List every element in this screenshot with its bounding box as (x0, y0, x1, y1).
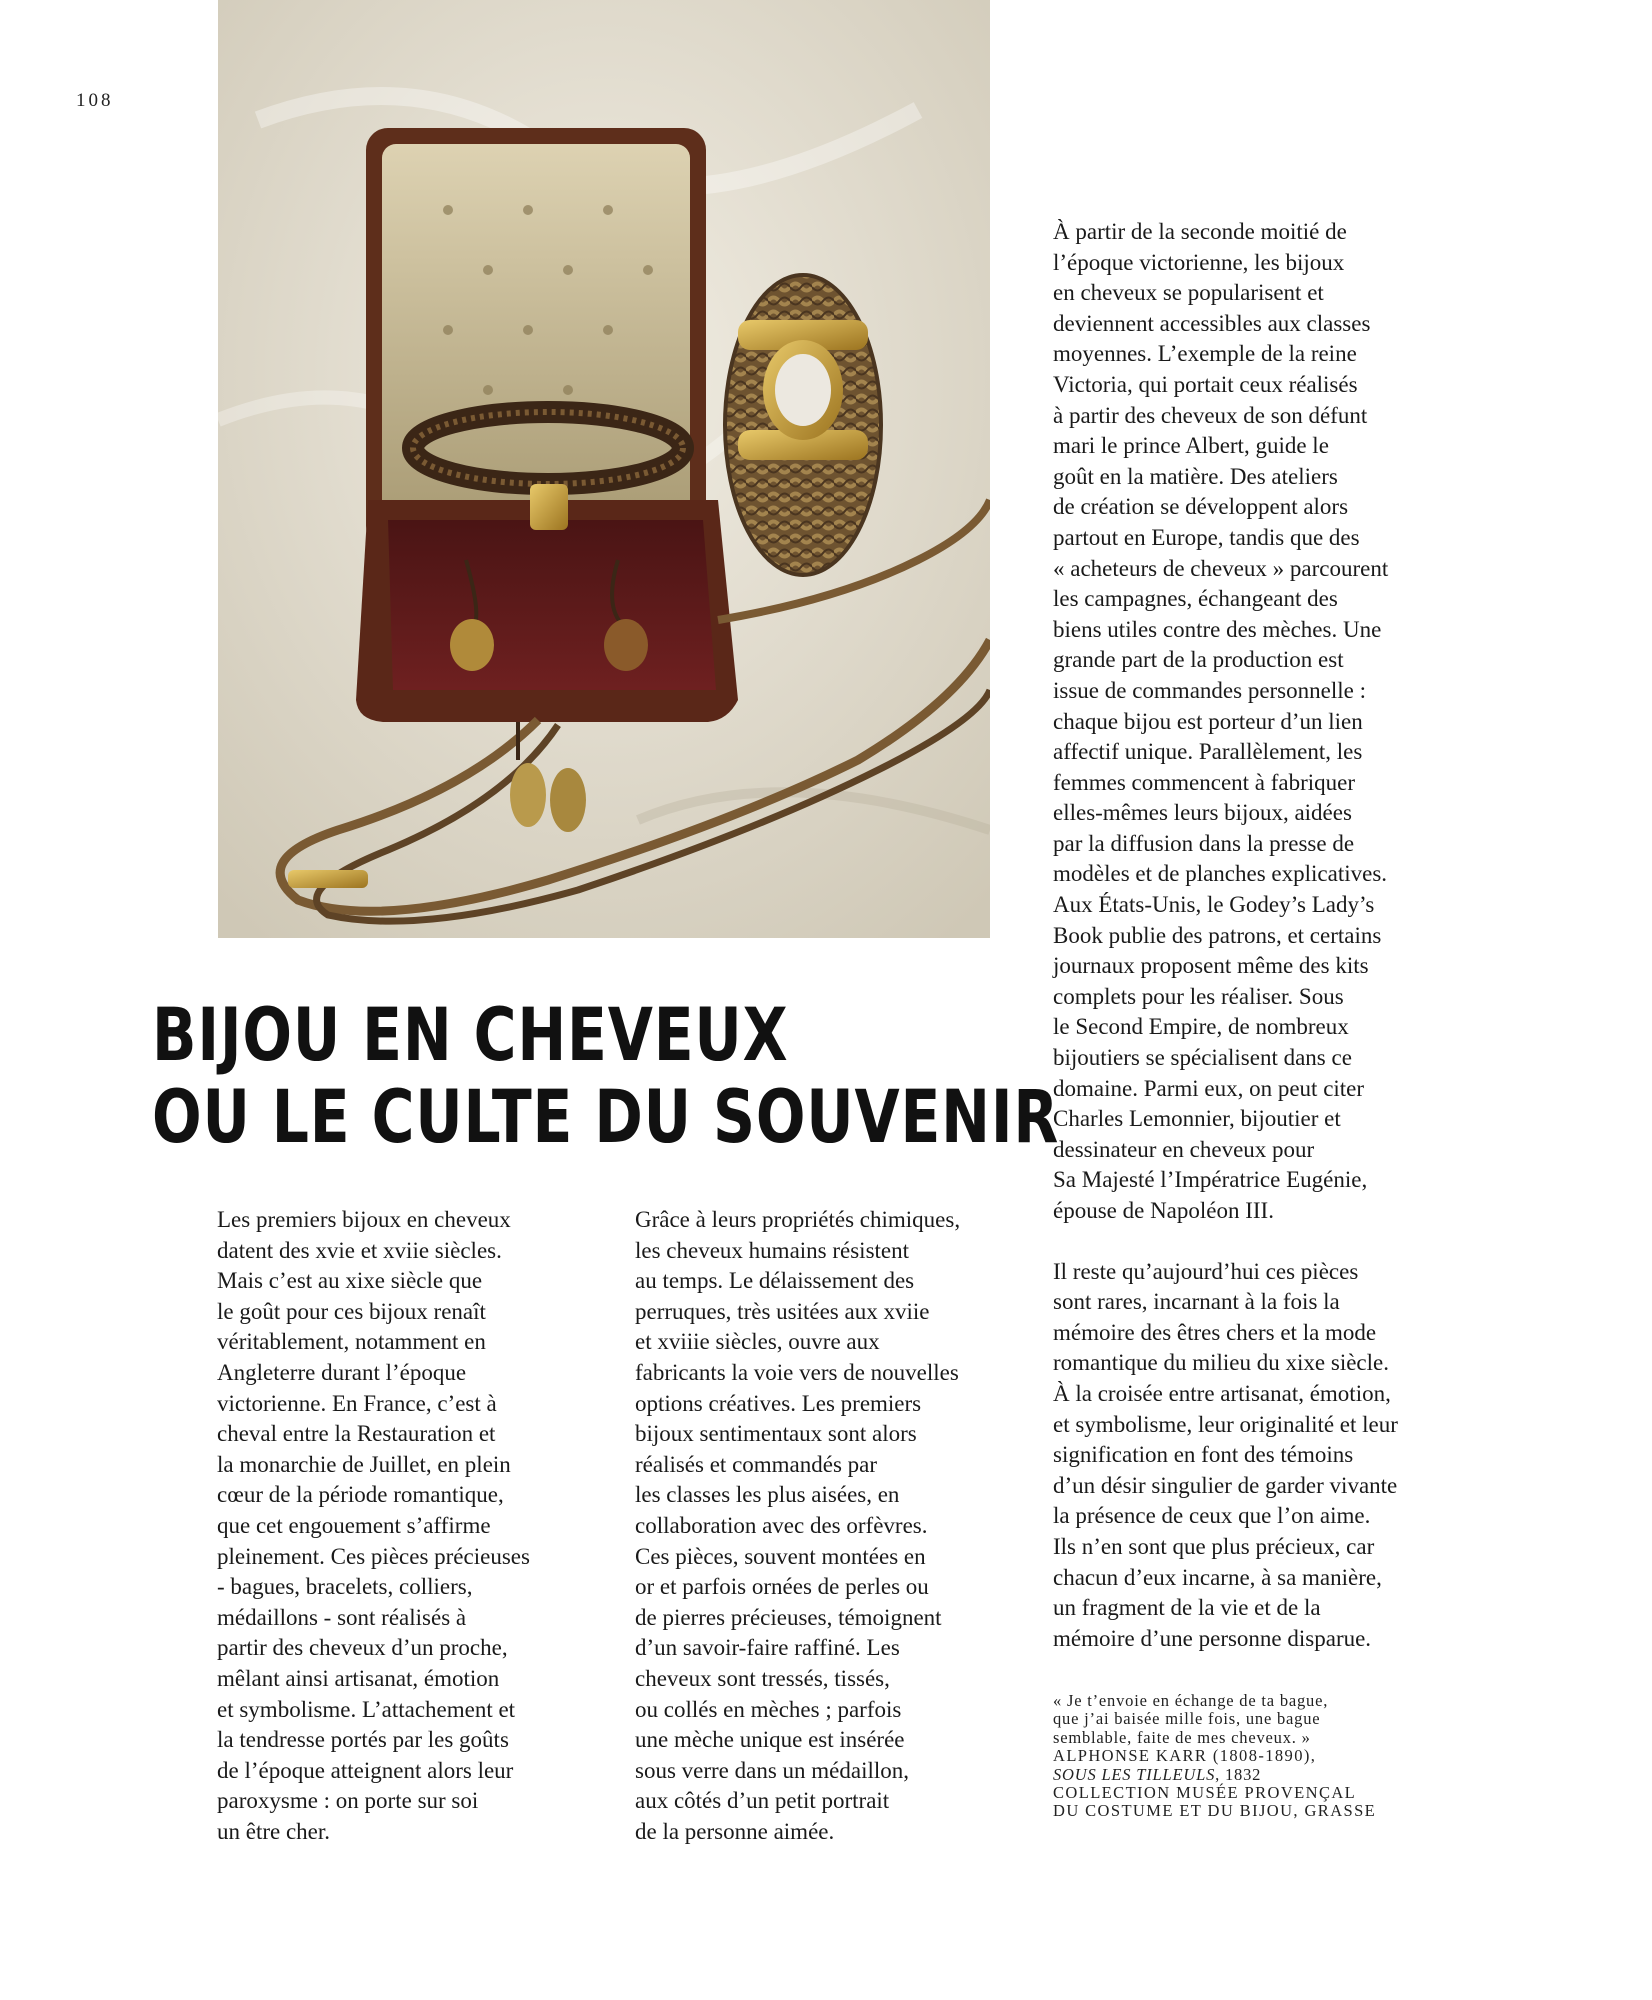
text-line: signification en font des témoins (1053, 1442, 1354, 1468)
text-line: d’un savoir-faire raffiné. Les (635, 1635, 900, 1661)
text-line: de pierres précieuses, témoignent (635, 1604, 942, 1630)
text-line: Angleterre durant l’époque (217, 1359, 467, 1385)
text-line: collaboration avec des orfèvres. (635, 1512, 928, 1538)
caption-author: ALPHONSE KARR (1808-1890), (1053, 1746, 1317, 1766)
text-line: Victoria, qui portait ceux réalisés (1053, 371, 1358, 397)
text-line: Grâce à leurs propriétés chimiques, (635, 1207, 961, 1232)
text-line: Sa Majesté l’Impératrice Eugénie, (1053, 1167, 1368, 1193)
text-line: le Second Empire, de nombreux (1053, 1014, 1349, 1040)
text-line: une mèche unique est insérée (635, 1727, 905, 1753)
text-line: de création se développent alors (1053, 494, 1349, 520)
text-line: Il reste qu’aujourd’hui ces pièces (1053, 1258, 1359, 1284)
text-column-2 (635, 1205, 1020, 1847)
text-line: Charles Lemonnier, bijoutier et (1053, 1106, 1341, 1132)
text-line: goût en la matière. Des ateliers (1053, 463, 1338, 489)
text-line: mari le prince Albert, guide le (1053, 433, 1329, 459)
text-line: partout en Europe, tandis que des (1053, 524, 1360, 550)
text-line: grande part de la production est (1053, 647, 1344, 673)
text-line: femmes commencent à fabriquer (1053, 769, 1356, 795)
text-line: chaque bijou est porteur d’un lien (1053, 708, 1363, 734)
text-line: Ces pièces, souvent montées en (635, 1543, 926, 1569)
text-line: pleinement. Ces pièces précieuses (217, 1543, 530, 1569)
text-line: cheveux sont tressés, tissés, (635, 1665, 890, 1691)
text-line: Mais c’est au xixe siècle que (217, 1268, 483, 1294)
text-line: issue de commandes personnelle : (1053, 677, 1366, 703)
text-line: Book publie des patrons, et certains (1053, 922, 1382, 948)
photo-caption (1053, 1692, 1453, 1821)
text-column-1 (217, 1205, 597, 1847)
text-line: l’époque victorienne, les bijoux (1053, 249, 1345, 275)
text-line: deviennent accessibles aux classes (1053, 310, 1371, 336)
text-line: et xviiie siècles, ouvre aux (635, 1329, 880, 1355)
text-line: modèles et de planches explicatives. (1053, 861, 1388, 887)
caption-year: , 1832 (1215, 1764, 1262, 1784)
text-line: dessinateur en cheveux pour (1053, 1136, 1315, 1162)
text-line: ou collés en mèches ; parfois (635, 1696, 902, 1722)
jewelry-photo (218, 0, 990, 938)
text-line: réalisés et commandés par (635, 1451, 878, 1477)
text-line: les campagnes, échangeant des (1053, 586, 1338, 612)
text-line: affectif unique. Parallèlement, les (1053, 739, 1363, 765)
text-line: en cheveux se popularisent et (1053, 280, 1324, 306)
text-line: et symbolisme. L’attachement et (217, 1696, 516, 1722)
text-line: aux côtés d’un petit portrait (635, 1788, 890, 1814)
text-line: - bagues, bracelets, colliers, (217, 1574, 473, 1600)
text-line: romantique du milieu du xixe siècle. (1053, 1350, 1389, 1376)
text-line: au temps. Le délaissement des (635, 1268, 915, 1294)
text-line: elles-mêmes leurs bijoux, aidées (1053, 800, 1352, 826)
caption-quote-line: que j’ai baisée mille fois, une bague (1053, 1709, 1321, 1729)
headline-line-2: OU LE CULTE DU SOUVENIR (152, 1075, 1060, 1160)
caption-book-title: SOUS LES TILLEULS (1053, 1764, 1216, 1784)
text-line: cheval entre la Restauration et (217, 1421, 496, 1447)
text-line: biens utiles contre des mèches. Une (1053, 616, 1382, 642)
text-line: domaine. Parmi eux, on peut citer (1053, 1075, 1365, 1101)
caption-collection: DU COSTUME ET DU BIJOU, GRASSE (1053, 1801, 1377, 1821)
jewelry-photo-icon (218, 0, 990, 938)
text-line: que cet engouement s’affirme (217, 1512, 491, 1538)
text-line: la présence de ceux que l’on aime. (1053, 1503, 1371, 1529)
paragraph (1053, 217, 1463, 1227)
text-line: la tendresse portés par les goûts (217, 1727, 509, 1753)
text-line: mêlant ainsi artisanat, émotion (217, 1665, 500, 1691)
page-number: 108 (76, 90, 114, 111)
text-line: à partir des cheveux de son défunt (1053, 402, 1368, 428)
paragraph (635, 1205, 1020, 1847)
text-line: victorienne. En France, c’est à (217, 1390, 497, 1416)
text-line: un être cher. (217, 1818, 331, 1844)
text-line: complets pour les réaliser. Sous (1053, 983, 1344, 1009)
text-line: épouse de Napoléon III. (1053, 1198, 1274, 1223)
paragraph (217, 1205, 597, 1847)
text-line: de l’époque atteignent alors leur (217, 1757, 514, 1783)
text-line: paroxysme : on porte sur soi (217, 1788, 479, 1814)
text-line: Les premiers bijoux en cheveux (217, 1207, 511, 1232)
text-line: d’un désir singulier de garder vivante (1053, 1472, 1398, 1498)
headline-line-1: BIJOU EN CHEVEUX (152, 993, 789, 1078)
text-line: la monarchie de Juillet, en plein (217, 1451, 511, 1477)
text-line: un fragment de la vie et de la (1053, 1595, 1321, 1621)
text-line: par la diffusion dans la presse de (1053, 830, 1355, 856)
paragraph (1053, 1257, 1463, 1655)
text-column-3 (1053, 217, 1463, 1654)
caption-quote-line: « Je t’envoie en échange de ta bague, (1053, 1691, 1329, 1710)
text-line: sont rares, incarnant à la fois la (1053, 1289, 1340, 1315)
text-line: sous verre dans un médaillon, (635, 1757, 910, 1783)
text-line: perruques, très usitées aux xviie (635, 1298, 930, 1324)
text-line: bijoutiers se spécialisent dans ce (1053, 1045, 1352, 1071)
text-line: or et parfois ornées de perles ou (635, 1574, 929, 1600)
text-line: À partir de la seconde moitié de (1053, 219, 1347, 244)
text-line: options créatives. Les premiers (635, 1390, 922, 1416)
text-line: cœur de la période romantique, (217, 1482, 504, 1508)
text-line: chacun d’eux incarne, à sa manière, (1053, 1564, 1382, 1590)
text-line: les classes les plus aisées, en (635, 1482, 900, 1508)
text-line: journaux proposent même des kits (1053, 953, 1369, 979)
text-line: datent des xvie et xviie siècles. (217, 1237, 502, 1263)
caption-collection: COLLECTION MUSÉE PROVENÇAL (1053, 1783, 1357, 1803)
headline (152, 993, 1060, 1160)
text-line: bijoux sentimentaux sont alors (635, 1421, 917, 1447)
text-line: moyennes. L’exemple de la reine (1053, 341, 1357, 367)
text-line: les cheveux humains résistent (635, 1237, 910, 1263)
caption-quote-line: semblable, faite de mes cheveux. » (1053, 1727, 1311, 1747)
text-line: partir des cheveux d’un proche, (217, 1635, 508, 1661)
text-line: Ils n’en sont que plus précieux, car (1053, 1533, 1375, 1559)
text-line: médaillons - sont réalisés à (217, 1604, 467, 1630)
text-line: À la croisée entre artisanat, émotion, (1053, 1380, 1391, 1406)
text-line: mémoire d’une personne disparue. (1053, 1625, 1372, 1651)
text-line: de la personne aimée. (635, 1818, 835, 1844)
caption-source (1053, 1766, 1453, 1784)
text-line: véritablement, notamment en (217, 1329, 486, 1355)
text-line: le goût pour ces bijoux renaît (217, 1298, 486, 1324)
text-line: et symbolisme, leur originalité et leur (1053, 1411, 1398, 1437)
text-line: Aux États-Unis, le Godey’s Lady’s (1053, 892, 1375, 918)
text-line: fabricants la voie vers de nouvelles (635, 1359, 959, 1385)
text-line: « acheteurs de cheveux » parcourent (1053, 555, 1389, 581)
text-line: mémoire des êtres chers et la mode (1053, 1319, 1377, 1345)
